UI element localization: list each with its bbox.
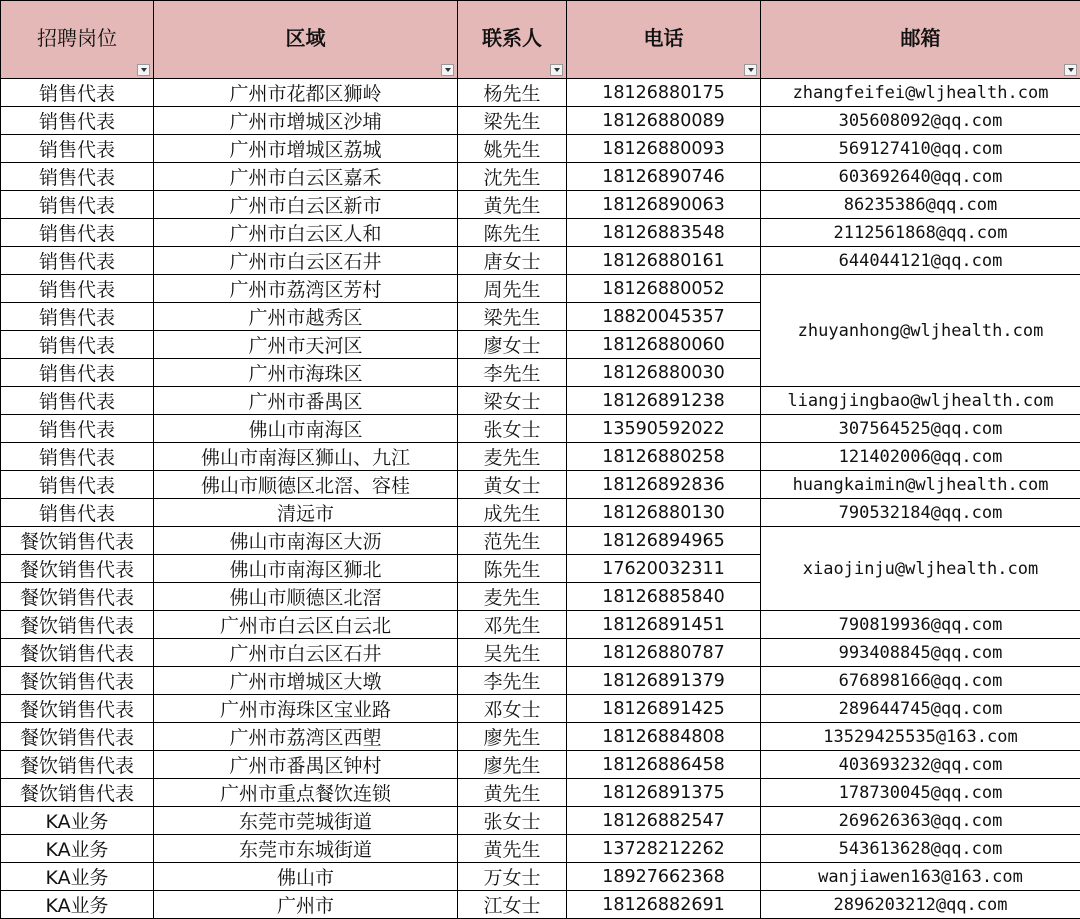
column-header-label: 招聘岗位	[37, 26, 117, 50]
cell-contact[interactable]: 梁女士	[458, 387, 567, 415]
cell-contact[interactable]: 唐女士	[458, 247, 567, 275]
table-row	[1, 639, 1080, 667]
cell-phone[interactable]: 18126880060	[567, 331, 761, 359]
cell-area[interactable]: 广州市白云区嘉禾	[154, 163, 458, 191]
table-row	[1, 611, 1080, 639]
cell-email[interactable]: 178730045@qq.com	[761, 779, 1080, 807]
cell-email[interactable]: 603692640@qq.com	[761, 163, 1080, 191]
cell-area[interactable]: 广州市荔湾区芳村	[154, 275, 458, 303]
cell-phone[interactable]: 18126885840	[567, 583, 761, 611]
table-body	[1, 79, 1080, 919]
cell-email[interactable]: 269626363@qq.com	[761, 807, 1080, 835]
cell-email[interactable]: huangkaimin@wljhealth.com	[761, 471, 1080, 499]
cell-position[interactable]: 销售代表	[1, 79, 154, 107]
cell-contact[interactable]: 邓先生	[458, 611, 567, 639]
cell-phone[interactable]: 18126880161	[567, 247, 761, 275]
table-row	[1, 79, 1080, 107]
cell-phone[interactable]: 18126882691	[567, 891, 761, 919]
cell-email[interactable]: 307564525@qq.com	[761, 415, 1080, 443]
cell-area[interactable]: 广州市海珠区	[154, 359, 458, 387]
cell-contact[interactable]: 黄先生	[458, 191, 567, 219]
cell-contact[interactable]: 成先生	[458, 499, 567, 527]
cell-area[interactable]: 清远市	[154, 499, 458, 527]
cell-phone[interactable]: 18126880258	[567, 443, 761, 471]
cell-phone[interactable]: 18126880175	[567, 79, 761, 107]
cell-contact[interactable]: 黄女士	[458, 471, 567, 499]
cell-position[interactable]: 餐饮销售代表	[1, 751, 154, 779]
cell-contact[interactable]: 张女士	[458, 415, 567, 443]
cell-area[interactable]: 广州市荔湾区西塱	[154, 723, 458, 751]
cell-phone[interactable]: 18126883548	[567, 219, 761, 247]
column-header-position[interactable]	[1, 1, 154, 79]
filter-dropdown-icon[interactable]	[441, 64, 454, 76]
cell-position[interactable]: KA业务	[1, 891, 154, 919]
cell-phone[interactable]: 18126891379	[567, 667, 761, 695]
cell-position[interactable]: 餐饮销售代表	[1, 583, 154, 611]
filter-dropdown-icon[interactable]	[1064, 64, 1077, 76]
cell-contact[interactable]: 陈先生	[458, 219, 567, 247]
cell-email[interactable]: 2896203212@qq.com	[761, 891, 1080, 919]
cell-area[interactable]: 广州市越秀区	[154, 303, 458, 331]
cell-area[interactable]: 东莞市东城街道	[154, 835, 458, 863]
cell-position[interactable]: 销售代表	[1, 359, 154, 387]
cell-email[interactable]: 644044121@qq.com	[761, 247, 1080, 275]
cell-email[interactable]: 790532184@qq.com	[761, 499, 1080, 527]
cell-position[interactable]: 销售代表	[1, 247, 154, 275]
cell-area[interactable]: 广州市番禺区钟村	[154, 751, 458, 779]
cell-phone[interactable]: 13590592022	[567, 415, 761, 443]
table-row	[1, 723, 1080, 751]
cell-contact[interactable]: 杨先生	[458, 79, 567, 107]
table-row	[1, 247, 1080, 275]
cell-position[interactable]: 销售代表	[1, 443, 154, 471]
cell-position[interactable]: KA业务	[1, 807, 154, 835]
cell-phone[interactable]: 18126894965	[567, 527, 761, 555]
cell-phone[interactable]: 18126891425	[567, 695, 761, 723]
cell-email[interactable]: zhangfeifei@wljhealth.com	[761, 79, 1080, 107]
cell-phone[interactable]: 18126880130	[567, 499, 761, 527]
cell-email[interactable]: 790819936@qq.com	[761, 611, 1080, 639]
table-row	[1, 527, 1080, 555]
filter-dropdown-icon[interactable]	[744, 64, 757, 76]
cell-position[interactable]: KA业务	[1, 835, 154, 863]
cell-phone[interactable]: 18126890063	[567, 191, 761, 219]
column-header-email[interactable]	[761, 1, 1080, 79]
cell-area[interactable]: 佛山市顺德区北滘	[154, 583, 458, 611]
column-header-label: 邮箱	[901, 26, 941, 50]
cell-position[interactable]: 销售代表	[1, 275, 154, 303]
cell-area[interactable]: 广州市花都区狮岭	[154, 79, 458, 107]
cell-contact[interactable]: 李先生	[458, 667, 567, 695]
cell-position[interactable]: 销售代表	[1, 107, 154, 135]
column-header-area[interactable]	[154, 1, 458, 79]
cell-contact[interactable]: 麦先生	[458, 583, 567, 611]
cell-area[interactable]: 佛山市南海区大沥	[154, 527, 458, 555]
table-row	[1, 191, 1080, 219]
cell-area[interactable]: 佛山市	[154, 863, 458, 891]
cell-position[interactable]: 餐饮销售代表	[1, 611, 154, 639]
cell-contact[interactable]: 万女士	[458, 863, 567, 891]
cell-email[interactable]: zhuyanhong@wljhealth.com	[761, 275, 1080, 387]
cell-email[interactable]: 993408845@qq.com	[761, 639, 1080, 667]
cell-position[interactable]: 销售代表	[1, 387, 154, 415]
column-header-label: 联系人	[482, 26, 542, 50]
cell-email[interactable]: 121402006@qq.com	[761, 443, 1080, 471]
cell-contact[interactable]: 吴先生	[458, 639, 567, 667]
cell-email[interactable]: 2112561868@qq.com	[761, 219, 1080, 247]
cell-contact[interactable]: 李先生	[458, 359, 567, 387]
cell-phone[interactable]: 18126880052	[567, 275, 761, 303]
table-row	[1, 471, 1080, 499]
column-header-label: 电话	[644, 26, 684, 50]
cell-area[interactable]: 广州市番禺区	[154, 387, 458, 415]
table-row	[1, 667, 1080, 695]
cell-area[interactable]: 广州市	[154, 891, 458, 919]
filter-dropdown-icon[interactable]	[550, 64, 563, 76]
table-row	[1, 415, 1080, 443]
cell-phone[interactable]: 18126882547	[567, 807, 761, 835]
cell-contact[interactable]: 廖先生	[458, 751, 567, 779]
table-row	[1, 387, 1080, 415]
column-header-contact[interactable]	[458, 1, 567, 79]
cell-position[interactable]: 销售代表	[1, 303, 154, 331]
cell-contact[interactable]: 周先生	[458, 275, 567, 303]
cell-email[interactable]: wanjiawen163@163.com	[761, 863, 1080, 891]
cell-contact[interactable]: 沈先生	[458, 163, 567, 191]
table-row	[1, 443, 1080, 471]
cell-email[interactable]: xiaojinju@wljhealth.com	[761, 527, 1080, 611]
cell-email[interactable]: 13529425535@163.com	[761, 723, 1080, 751]
cell-phone[interactable]: 18126892836	[567, 471, 761, 499]
cell-position[interactable]: 销售代表	[1, 471, 154, 499]
cell-contact[interactable]: 廖先生	[458, 723, 567, 751]
column-header-label: 区域	[286, 26, 326, 50]
cell-email[interactable]: 543613628@qq.com	[761, 835, 1080, 863]
cell-position[interactable]: 餐饮销售代表	[1, 639, 154, 667]
table-row	[1, 807, 1080, 835]
cell-contact[interactable]: 麦先生	[458, 443, 567, 471]
cell-contact[interactable]: 廖女士	[458, 331, 567, 359]
cell-position[interactable]: 销售代表	[1, 219, 154, 247]
cell-position[interactable]: 销售代表	[1, 135, 154, 163]
table-row	[1, 275, 1080, 303]
cell-area[interactable]: 广州市增城区大墩	[154, 667, 458, 695]
cell-area[interactable]: 广州市白云区白云北	[154, 611, 458, 639]
cell-email[interactable]: 305608092@qq.com	[761, 107, 1080, 135]
cell-phone[interactable]: 13728212262	[567, 835, 761, 863]
table-row	[1, 835, 1080, 863]
cell-email[interactable]: 86235386@qq.com	[761, 191, 1080, 219]
table-row	[1, 891, 1080, 919]
cell-position[interactable]: 餐饮销售代表	[1, 555, 154, 583]
cell-position[interactable]: 餐饮销售代表	[1, 723, 154, 751]
table-row	[1, 135, 1080, 163]
cell-position[interactable]: 销售代表	[1, 191, 154, 219]
cell-position[interactable]: KA业务	[1, 863, 154, 891]
cell-phone[interactable]: 18126880089	[567, 107, 761, 135]
cell-area[interactable]: 东莞市莞城街道	[154, 807, 458, 835]
cell-position[interactable]: 餐饮销售代表	[1, 695, 154, 723]
cell-phone[interactable]: 18126890746	[567, 163, 761, 191]
cell-area[interactable]: 佛山市南海区狮北	[154, 555, 458, 583]
cell-position[interactable]: 销售代表	[1, 499, 154, 527]
cell-contact[interactable]: 梁先生	[458, 107, 567, 135]
cell-area[interactable]: 广州市增城区荔城	[154, 135, 458, 163]
cell-email[interactable]: 676898166@qq.com	[761, 667, 1080, 695]
cell-phone[interactable]: 18126880093	[567, 135, 761, 163]
table-row	[1, 107, 1080, 135]
cell-email[interactable]: liangjingbao@wljhealth.com	[761, 387, 1080, 415]
cell-area[interactable]: 广州市增城区沙埔	[154, 107, 458, 135]
cell-position[interactable]: 销售代表	[1, 331, 154, 359]
column-header-phone[interactable]	[567, 1, 761, 79]
cell-phone[interactable]: 18126880787	[567, 639, 761, 667]
table-row	[1, 163, 1080, 191]
cell-phone[interactable]: 18820045357	[567, 303, 761, 331]
cell-contact[interactable]: 陈先生	[458, 555, 567, 583]
cell-phone[interactable]: 18126891451	[567, 611, 761, 639]
cell-area[interactable]: 广州市海珠区宝业路	[154, 695, 458, 723]
table-row	[1, 751, 1080, 779]
cell-area[interactable]: 广州市白云区石井	[154, 639, 458, 667]
header-row	[1, 1, 1080, 79]
cell-phone[interactable]: 18927662368	[567, 863, 761, 891]
cell-contact[interactable]: 姚先生	[458, 135, 567, 163]
cell-area[interactable]: 广州市天河区	[154, 331, 458, 359]
table-row	[1, 499, 1080, 527]
cell-phone[interactable]: 18126891238	[567, 387, 761, 415]
cell-position[interactable]: 餐饮销售代表	[1, 667, 154, 695]
cell-area[interactable]: 广州市白云区人和	[154, 219, 458, 247]
cell-area[interactable]: 广州市重点餐饮连锁	[154, 779, 458, 807]
cell-phone[interactable]: 18126891375	[567, 779, 761, 807]
cell-contact[interactable]: 张女士	[458, 807, 567, 835]
cell-contact[interactable]: 邓女士	[458, 695, 567, 723]
cell-contact[interactable]: 黄先生	[458, 835, 567, 863]
cell-phone[interactable]: 18126884808	[567, 723, 761, 751]
cell-email[interactable]: 403693232@qq.com	[761, 751, 1080, 779]
cell-phone[interactable]: 17620032311	[567, 555, 761, 583]
cell-email[interactable]: 569127410@qq.com	[761, 135, 1080, 163]
cell-contact[interactable]: 黄先生	[458, 779, 567, 807]
cell-position[interactable]: 销售代表	[1, 163, 154, 191]
cell-area[interactable]: 佛山市南海区	[154, 415, 458, 443]
table-row	[1, 863, 1080, 891]
filter-dropdown-icon[interactable]	[137, 64, 150, 76]
cell-position[interactable]: 销售代表	[1, 415, 154, 443]
cell-contact[interactable]: 梁先生	[458, 303, 567, 331]
cell-phone[interactable]: 18126880030	[567, 359, 761, 387]
table-row	[1, 695, 1080, 723]
table-row	[1, 779, 1080, 807]
table-row	[1, 219, 1080, 247]
cell-position[interactable]: 餐饮销售代表	[1, 527, 154, 555]
cell-area[interactable]: 广州市白云区石井	[154, 247, 458, 275]
cell-position[interactable]: 餐饮销售代表	[1, 779, 154, 807]
cell-email[interactable]: 289644745@qq.com	[761, 695, 1080, 723]
cell-contact[interactable]: 范先生	[458, 527, 567, 555]
cell-area[interactable]: 佛山市南海区狮山、九江	[154, 443, 458, 471]
cell-area[interactable]: 广州市白云区新市	[154, 191, 458, 219]
cell-contact[interactable]: 江女士	[458, 891, 567, 919]
cell-phone[interactable]: 18126886458	[567, 751, 761, 779]
cell-area[interactable]: 佛山市顺德区北滘、容桂	[154, 471, 458, 499]
